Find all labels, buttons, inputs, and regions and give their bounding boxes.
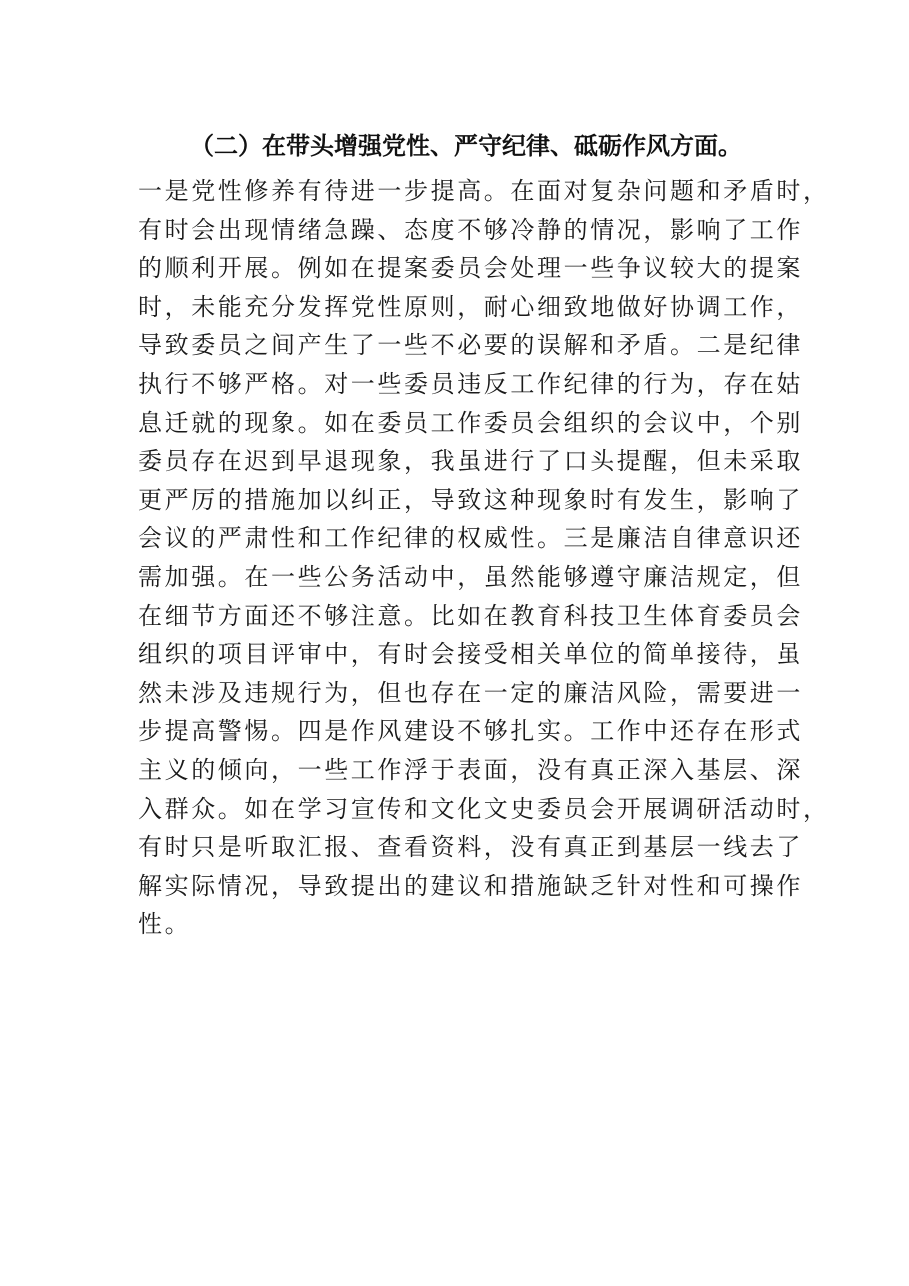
- paragraph-line: 然未涉及违规行为，但也存在一定的廉洁风险，需要进一: [138, 678, 803, 707]
- paragraph-line: 委员存在迟到早退现象，我虽进行了口头提醒，但未采取: [138, 447, 803, 476]
- paragraph-line: 导致委员之间产生了一些不必要的误解和矛盾。二是纪律: [138, 331, 803, 360]
- paragraph-line: 性。: [138, 910, 192, 939]
- paragraph-line: 组织的项目评审中，有时会接受相关单位的简单接待，虽: [138, 640, 803, 669]
- body-paragraph: [138, 172, 830, 944]
- paragraph-line: 步提高警惕。四是作风建设不够扎实。工作中还存在形式: [138, 717, 803, 746]
- paragraph-line: 的顺利开展。例如在提案委员会处理一些争议较大的提案: [138, 254, 803, 283]
- paragraph-line: 会议的严肃性和工作纪律的权威性。三是廉洁自律意识还: [138, 524, 803, 553]
- paragraph-line: 主义的倾向，一些工作浮于表面，没有真正深入基层、深: [138, 755, 803, 784]
- paragraph-line: 有时会出现情绪急躁、态度不够冷静的情况，影响了工作: [138, 215, 803, 244]
- paragraph-line: 执行不够严格。对一些委员违反工作纪律的行为，存在姑: [138, 369, 803, 398]
- paragraph-line: 更严厉的措施加以纠正，导致这种现象时有发生，影响了: [138, 485, 803, 514]
- paragraph-line: 一是党性修养有待进一步提高。在面对复杂问题和矛盾时，: [138, 177, 830, 205]
- section-heading: （二）在带头增强党性、严守纪律、砥砺作风方面。: [190, 131, 742, 160]
- paragraph-line: 时，未能充分发挥党性原则，耐心细致地做好协调工作，: [138, 292, 803, 321]
- paragraph-line: 解实际情况，导致提出的建议和措施缺乏针对性和可操作: [138, 871, 803, 900]
- paragraph-line: 需加强。在一些公务活动中，虽然能够遵守廉洁规定，但: [138, 562, 803, 591]
- paragraph-line: 在细节方面还不够注意。比如在教育科技卫生体育委员会: [138, 601, 803, 630]
- paragraph-line: 有时只是听取汇报、查看资料，没有真正到基层一线去了: [138, 833, 803, 862]
- paragraph-line: 息迁就的现象。如在委员工作委员会组织的会议中，个别: [138, 408, 803, 437]
- paragraph-line: 入群众。如在学习宣传和文化文史委员会开展调研活动时，: [138, 794, 830, 823]
